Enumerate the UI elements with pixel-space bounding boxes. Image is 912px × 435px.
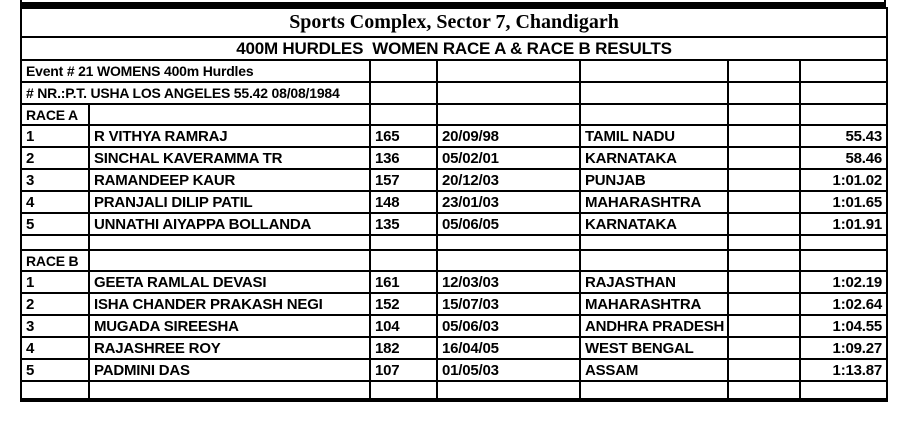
- empty-cell: [580, 250, 728, 271]
- result-row: [21, 147, 887, 169]
- empty-cell: [580, 60, 728, 82]
- bib-number-cell: 152: [370, 293, 437, 315]
- record-info-row: [21, 82, 887, 104]
- result-row: [21, 315, 887, 337]
- dob-cell: 23/01/03: [437, 191, 580, 213]
- empty-cell: [21, 235, 89, 250]
- result-row: [21, 191, 887, 213]
- results-table: [20, 7, 888, 402]
- dob-cell: 12/03/03: [437, 271, 580, 293]
- rank-cell: 2: [21, 147, 89, 169]
- athlete-name-cell: PADMINI DAS: [89, 359, 370, 381]
- empty-cell: [437, 104, 580, 125]
- result-row: [21, 169, 887, 191]
- athlete-name-cell: GEETA RAMLAL DEVASI: [89, 271, 370, 293]
- time-cell: 1:09.27: [800, 337, 887, 359]
- empty-cell: [437, 381, 580, 400]
- state-cell: ANDHRA PRADESH: [580, 315, 728, 337]
- empty-cell: [728, 359, 800, 381]
- record-info: # NR.:P.T. USHA LOS ANGELES 55.42 08/08/1984: [21, 82, 370, 104]
- empty-cell: [728, 250, 800, 271]
- athlete-name-cell: RAMANDEEP KAUR: [89, 169, 370, 191]
- empty-cell: [728, 293, 800, 315]
- empty-cell: [728, 213, 800, 235]
- empty-cell: [370, 250, 437, 271]
- result-row: [21, 359, 887, 381]
- results-title: 400M HURDLES WOMEN RACE A & RACE B RESULTS: [21, 37, 887, 60]
- rank-cell: 1: [21, 271, 89, 293]
- result-row: [21, 125, 887, 147]
- venue-title: Sports Complex, Sector 7, Chandigarh: [21, 8, 887, 37]
- spacer-row: [21, 381, 887, 400]
- race-section-header-row: [21, 250, 887, 271]
- empty-cell: [728, 191, 800, 213]
- bib-number-cell: 161: [370, 271, 437, 293]
- spacer-row: [21, 235, 887, 250]
- dob-cell: 05/02/01: [437, 147, 580, 169]
- bib-number-cell: 165: [370, 125, 437, 147]
- dob-cell: 01/05/03: [437, 359, 580, 381]
- time-cell: 1:02.19: [800, 271, 887, 293]
- race-section-header-row: [21, 104, 887, 125]
- rank-cell: 5: [21, 359, 89, 381]
- venue-title-row: [21, 8, 887, 37]
- dob-cell: 16/04/05: [437, 337, 580, 359]
- time-cell: 1:01.02: [800, 169, 887, 191]
- state-cell: KARNATAKA: [580, 213, 728, 235]
- athlete-name-cell: MUGADA SIREESHA: [89, 315, 370, 337]
- empty-cell: [728, 82, 800, 104]
- empty-cell: [728, 337, 800, 359]
- dob-cell: 05/06/03: [437, 315, 580, 337]
- bib-number-cell: 136: [370, 147, 437, 169]
- time-cell: 1:13.87: [800, 359, 887, 381]
- athlete-name-cell: R VITHYA RAMRAJ: [89, 125, 370, 147]
- empty-cell: [580, 235, 728, 250]
- empty-cell: [728, 381, 800, 400]
- empty-cell: [728, 235, 800, 250]
- state-cell: PUNJAB: [580, 169, 728, 191]
- empty-cell: [800, 82, 887, 104]
- empty-cell: [728, 315, 800, 337]
- state-cell: KARNATAKA: [580, 147, 728, 169]
- rank-cell: 2: [21, 293, 89, 315]
- athlete-name-cell: ISHA CHANDER PRAKASH NEGI: [89, 293, 370, 315]
- empty-cell: [580, 381, 728, 400]
- empty-cell: [728, 169, 800, 191]
- time-cell: 1:01.91: [800, 213, 887, 235]
- empty-cell: [370, 82, 437, 104]
- empty-cell: [728, 60, 800, 82]
- time-cell: 1:02.64: [800, 293, 887, 315]
- bib-number-cell: 135: [370, 213, 437, 235]
- state-cell: WEST BENGAL: [580, 337, 728, 359]
- empty-cell: [800, 104, 887, 125]
- bib-number-cell: 157: [370, 169, 437, 191]
- time-cell: 58.46: [800, 147, 887, 169]
- empty-cell: [728, 147, 800, 169]
- empty-cell: [580, 82, 728, 104]
- rank-cell: 3: [21, 169, 89, 191]
- dob-cell: 05/06/05: [437, 213, 580, 235]
- results-table-container: [20, 0, 886, 402]
- dob-cell: 15/07/03: [437, 293, 580, 315]
- time-cell: 1:01.65: [800, 191, 887, 213]
- rank-cell: 4: [21, 191, 89, 213]
- bib-number-cell: 182: [370, 337, 437, 359]
- empty-cell: [370, 235, 437, 250]
- rank-cell: 3: [21, 315, 89, 337]
- result-row: [21, 293, 887, 315]
- empty-cell: [800, 250, 887, 271]
- results-title-row: [21, 37, 887, 60]
- bib-number-cell: 107: [370, 359, 437, 381]
- rank-cell: 4: [21, 337, 89, 359]
- empty-cell: [89, 250, 370, 271]
- state-cell: ASSAM: [580, 359, 728, 381]
- rank-cell: 1: [21, 125, 89, 147]
- empty-cell: [728, 104, 800, 125]
- state-cell: RAJASTHAN: [580, 271, 728, 293]
- state-cell: MAHARASHTRA: [580, 191, 728, 213]
- bib-number-cell: 148: [370, 191, 437, 213]
- event-info-row: [21, 60, 887, 82]
- empty-cell: [437, 250, 580, 271]
- state-cell: TAMIL NADU: [580, 125, 728, 147]
- empty-cell: [89, 235, 370, 250]
- empty-cell: [370, 104, 437, 125]
- empty-cell: [370, 60, 437, 82]
- athlete-name-cell: SINCHAL KAVERAMMA TR: [89, 147, 370, 169]
- state-cell: MAHARASHTRA: [580, 293, 728, 315]
- empty-cell: [437, 82, 580, 104]
- dob-cell: 20/09/98: [437, 125, 580, 147]
- race-label: RACE A: [21, 104, 89, 125]
- empty-cell: [728, 125, 800, 147]
- time-cell: 1:04.55: [800, 315, 887, 337]
- rank-cell: 5: [21, 213, 89, 235]
- empty-cell: [89, 381, 370, 400]
- empty-cell: [728, 271, 800, 293]
- athlete-name-cell: RAJASHREE ROY: [89, 337, 370, 359]
- empty-cell: [580, 104, 728, 125]
- athlete-name-cell: UNNATHI AIYAPPA BOLLANDA: [89, 213, 370, 235]
- race-label: RACE B: [21, 250, 89, 271]
- empty-cell: [370, 381, 437, 400]
- dob-cell: 20/12/03: [437, 169, 580, 191]
- result-row: [21, 337, 887, 359]
- bib-number-cell: 104: [370, 315, 437, 337]
- event-info: Event # 21 WOMENS 400m Hurdles: [21, 60, 370, 82]
- empty-cell: [89, 104, 370, 125]
- time-cell: 55.43: [800, 125, 887, 147]
- empty-cell: [800, 60, 887, 82]
- empty-cell: [437, 235, 580, 250]
- empty-cell: [800, 381, 887, 400]
- athlete-name-cell: PRANJALI DILIP PATIL: [89, 191, 370, 213]
- empty-cell: [21, 381, 89, 400]
- empty-cell: [800, 235, 887, 250]
- result-row: [21, 213, 887, 235]
- empty-cell: [437, 60, 580, 82]
- result-row: [21, 271, 887, 293]
